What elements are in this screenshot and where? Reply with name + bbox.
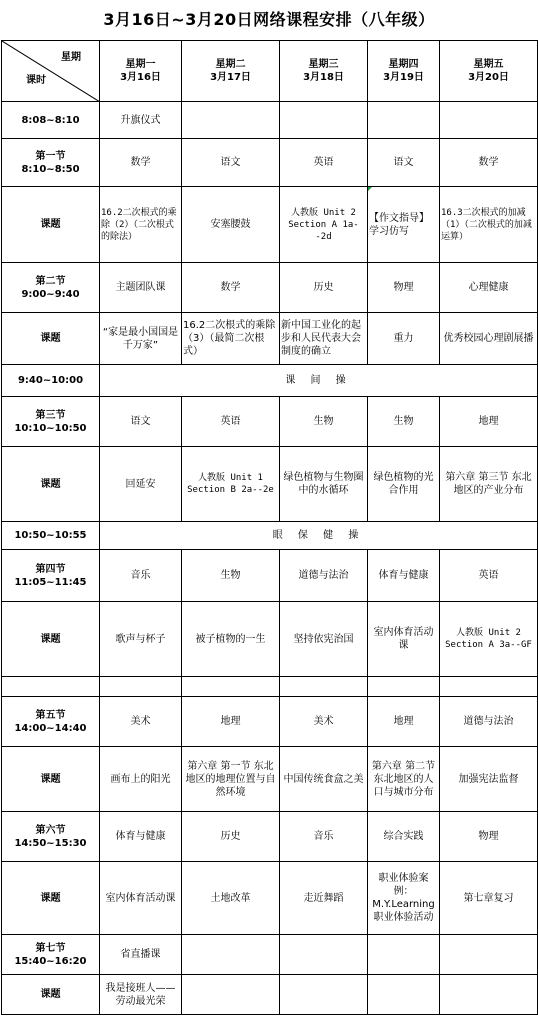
schedule-table	[1, 40, 538, 1015]
period-label: 第六节 14:50~15:30	[2, 812, 100, 862]
period-6-row	[2, 812, 538, 862]
subject-fri: 心理健康	[440, 263, 538, 313]
subject-fri: 数学	[440, 139, 538, 187]
subject-wed: 历史	[280, 263, 368, 313]
subject-wed: 音乐	[280, 812, 368, 862]
topic-fri: 第七章复习	[440, 862, 538, 935]
period-label: 第一节 8:10~8:50	[2, 139, 100, 187]
topic-wed	[280, 975, 368, 1015]
subject-wed: 英语	[280, 139, 368, 187]
subject-thu: 地理	[368, 697, 440, 747]
topic-wed: 新中国工业化的起步和人民代表大会制度的确立	[280, 313, 368, 365]
topic-thu: 【作文指导】学习仿写	[368, 187, 440, 263]
topic-tue	[182, 975, 280, 1015]
topic-fri: 人教版 Unit 2 Section A 3a--GF	[440, 602, 538, 677]
topic-mon: 画布上的阳光	[100, 747, 182, 812]
subject-fri	[440, 935, 538, 975]
period-6-topic-row	[2, 862, 538, 935]
subject-mon: 音乐	[100, 550, 182, 602]
topic-tue: 第六章 第一节 东北地区的地理位置与自然环境	[182, 747, 280, 812]
subject-mon: 数学	[100, 139, 182, 187]
subject-thu: 体育与健康	[368, 550, 440, 602]
topic-label: 课题	[2, 447, 100, 522]
topic-label: 课题	[2, 313, 100, 365]
subject-tue: 地理	[182, 697, 280, 747]
break-text: 课 间 操	[100, 365, 538, 397]
period-label: 第二节 9:00~9:40	[2, 263, 100, 313]
subject-fri: 地理	[440, 397, 538, 447]
topic-mon: 回延安	[100, 447, 182, 522]
period-1-topic-row	[2, 187, 538, 263]
subject-mon: 主题团队课	[100, 263, 182, 313]
topic-mon: 我是接班人——劳动最光荣	[100, 975, 182, 1015]
subject-tue	[182, 935, 280, 975]
page-title: 3月16日~3月20日网络课程安排（八年级）	[103, 10, 435, 29]
subject-wed	[280, 935, 368, 975]
period-2-row	[2, 263, 538, 313]
period-5-topic-row	[2, 747, 538, 812]
corner-cell	[2, 41, 100, 102]
topic-wed: 中国传统食盒之美	[280, 747, 368, 812]
topic-label: 课题	[2, 602, 100, 677]
subject-tue: 英语	[182, 397, 280, 447]
header-row	[2, 41, 538, 102]
period-5-row	[2, 697, 538, 747]
topic-label: 课题	[2, 975, 100, 1015]
topic-tue: 16.2二次根式的乘除（3）（最简二次根式）	[182, 313, 280, 365]
topic-thu: 职业体验案例：M.Y.Learning职业体验活动	[368, 862, 440, 935]
period-label: 第四节 11:05~11:45	[2, 550, 100, 602]
topic-label: 课题	[2, 747, 100, 812]
topic-wed: 人教版 Unit 2 Section A 1a--2d	[280, 187, 368, 263]
topic-tue: 被子植物的一生	[182, 602, 280, 677]
day-header-fri: 星期五 3月20日	[440, 41, 538, 102]
topic-fri: 优秀校园心理剧展播	[440, 313, 538, 365]
day-header-wed: 星期三 3月18日	[280, 41, 368, 102]
day-header-thu: 星期四 3月19日	[368, 41, 440, 102]
cell-comment-marker	[368, 187, 372, 191]
lunch-spacer-row	[2, 677, 538, 697]
corner-weekday-label: 星期	[61, 52, 81, 63]
subject-mon: 体育与健康	[100, 812, 182, 862]
subject-wed: 生物	[280, 397, 368, 447]
subject-tue: 历史	[182, 812, 280, 862]
diagonal-line	[2, 41, 100, 102]
topic-thu: 第六章 第二节 东北地区的人口与城市分布	[368, 747, 440, 812]
subject-fri: 道德与法治	[440, 697, 538, 747]
period-4-topic-row	[2, 602, 538, 677]
day-header-tue: 星期二 3月17日	[182, 41, 280, 102]
period-3-row	[2, 397, 538, 447]
subject-thu	[368, 935, 440, 975]
time-label: 9:40~10:00	[2, 365, 100, 397]
subject-thu: 语文	[368, 139, 440, 187]
subject-mon: 美术	[100, 697, 182, 747]
subject-fri: 英语	[440, 550, 538, 602]
topic-wed: 走近舞蹈	[280, 862, 368, 935]
period-4-row	[2, 550, 538, 602]
period-1-row	[2, 139, 538, 187]
topic-tue: 安塞腰鼓	[182, 187, 280, 263]
topic-mon: 室内体育活动课	[100, 862, 182, 935]
subject-wed: 美术	[280, 697, 368, 747]
corner-period-label: 课时	[26, 75, 46, 86]
topic-mon: “家是最小国国是千万家”	[100, 313, 182, 365]
subject-tue: 数学	[182, 263, 280, 313]
topic-fri: 16.3二次根式的加减（1）（二次根式的加减运算）	[440, 187, 538, 263]
subject-mon: 省直播课	[100, 935, 182, 975]
topic-thu: 绿色植物的光合作用	[368, 447, 440, 522]
topic-thu: 重力	[368, 313, 440, 365]
day-header-mon: 星期一 3月16日	[100, 41, 182, 102]
flag-row	[2, 102, 538, 139]
topic-wed: 绿色植物与生物圈中的水循环	[280, 447, 368, 522]
subject-fri: 物理	[440, 812, 538, 862]
subject-tue: 语文	[182, 139, 280, 187]
period-label: 第三节 10:10~10:50	[2, 397, 100, 447]
time-label: 10:50~10:55	[2, 522, 100, 550]
topic-thu	[368, 975, 440, 1015]
period-2-topic-row	[2, 313, 538, 365]
topic-fri: 加强宪法监督	[440, 747, 538, 812]
topic-tue: 土地改革	[182, 862, 280, 935]
time-label: 8:08~8:10	[2, 102, 100, 139]
period-label: 第五节 14:00~14:40	[2, 697, 100, 747]
subject-mon: 语文	[100, 397, 182, 447]
topic-label: 课题	[2, 187, 100, 263]
period-label: 第七节 15:40~16:20	[2, 935, 100, 975]
topic-mon: 16.2二次根式的乘除（2）（二次根式的除法）	[100, 187, 182, 263]
topic-thu: 室内体育活动课	[368, 602, 440, 677]
topic-mon: 歌声与杯子	[100, 602, 182, 677]
topic-tue: 人教版 Unit 1 Section B 2a--2e	[182, 447, 280, 522]
topic-wed: 坚持依宪治国	[280, 602, 368, 677]
topic-fri: 第六章 第三节 东北地区的产业分布	[440, 447, 538, 522]
period-7-topic-row	[2, 975, 538, 1015]
topic-label: 课题	[2, 862, 100, 935]
break-text: 眼 保 健 操	[100, 522, 538, 550]
subject-thu: 生物	[368, 397, 440, 447]
subject-tue: 生物	[182, 550, 280, 602]
period-3-topic-row	[2, 447, 538, 522]
cell-mon: 升旗仪式	[100, 102, 182, 139]
period-7-row	[2, 935, 538, 975]
topic-fri	[440, 975, 538, 1015]
subject-thu: 综合实践	[368, 812, 440, 862]
break-row-eye	[2, 522, 538, 550]
break-row-exercise	[2, 365, 538, 397]
subject-thu: 物理	[368, 263, 440, 313]
subject-wed: 道德与法治	[280, 550, 368, 602]
